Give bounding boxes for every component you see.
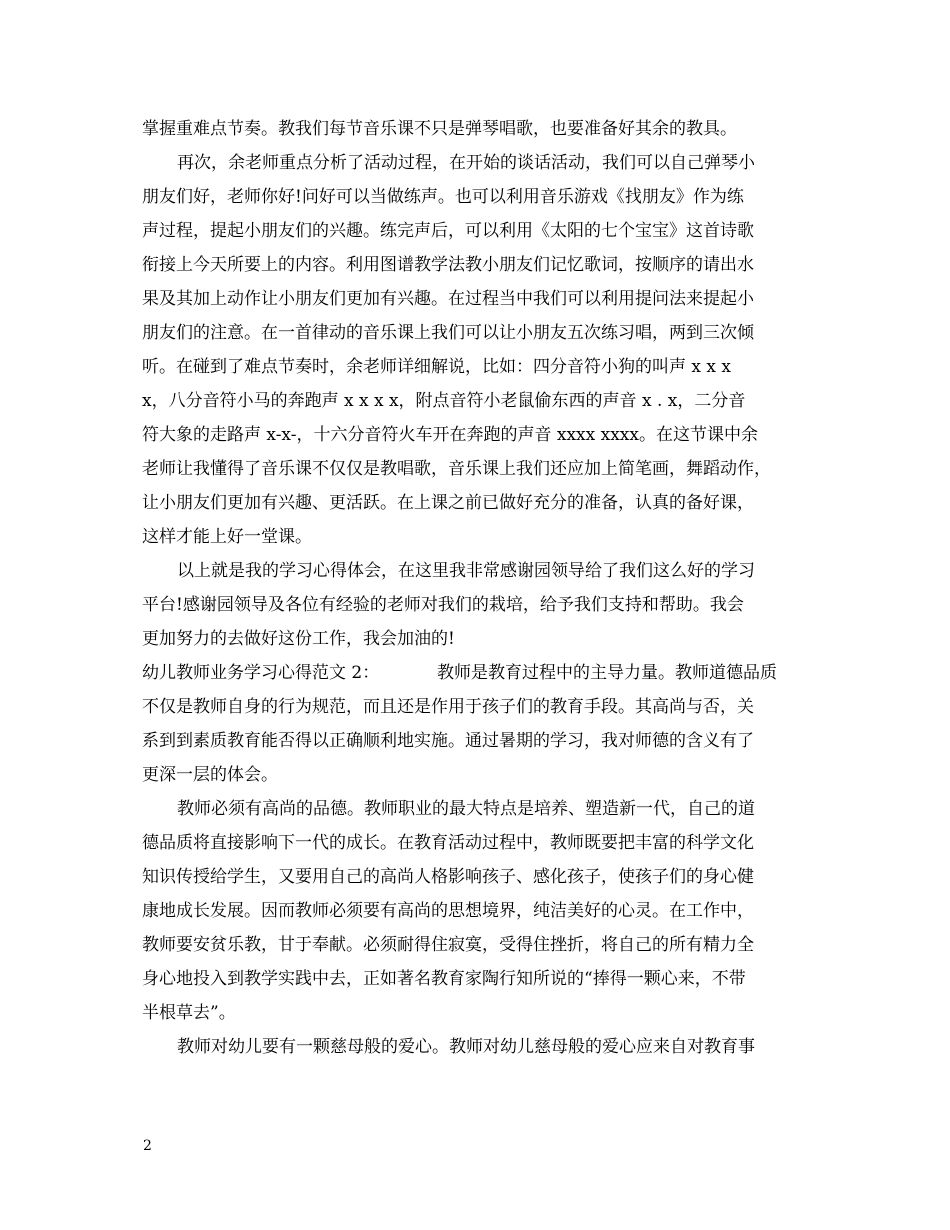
text-line: 半根草去”。 <box>142 1003 236 1023</box>
text-line: 听。在碰到了难点节奏时，余老师详细解说，比如：四分音符小狗的叫声 x x x <box>142 357 731 377</box>
text-line: 再次，余老师重点分析了活动过程，在开始的谈话活动，我们可以自己弹琴小 <box>177 153 755 173</box>
text-line: 这样才能上好一堂课。 <box>142 527 312 547</box>
text-line: 衔接上今天所要上的内容。利用图谱教学法教小朋友们记忆歌词，按顺序的请出水 <box>142 255 754 275</box>
text-line: 声过程，提起小朋友们的兴趣。练完声后，可以利用《太阳的七个宝宝》这首诗歌 <box>142 221 754 241</box>
text-line: 教师对幼儿要有一颗慈母般的爱心。教师对幼儿慈母般的爱心应来自对教育事 <box>177 1037 755 1057</box>
text-line: 以上就是我的学习心得体会，在这里我非常感谢园领导给了我们这么好的学习 <box>177 561 755 581</box>
text-line: 更深一层的体会。 <box>142 765 278 785</box>
text-line: 德品质将直接影响下一代的成长。在教育活动过程中，教师既要把丰富的科学文化 <box>142 833 754 853</box>
text-line: 朋友们的注意。在一首律动的音乐课上我们可以让小朋友五次练习唱，两到三次倾 <box>142 323 754 343</box>
section-heading: 幼儿教师业务学习心得范文 2： <box>142 663 380 683</box>
text-line: 掌握重难点节奏。教我们每节音乐课不只是弹琴唱歌，也要准备好其余的教具。 <box>142 119 737 139</box>
text-line: 教师是教育过程中的主导力量。教师道德品质 <box>437 663 777 683</box>
text-line: 符大象的走路声 x-x-，十六分音符火车开在奔跑的声音 xxxx xxxx。在这节课中余 <box>142 425 758 445</box>
text-line: 教师必须有高尚的品德。教师职业的最大特点是培养、塑造新一代，自己的道 <box>177 799 755 819</box>
text-line: 身心地投入到教学实践中去，正如著名教育家陶行知所说的“捧得一颗心来，不带 <box>142 969 746 989</box>
text-line: 让小朋友们更加有兴趣、更活跃。在上课之前已做好充分的准备，认真的备好课， <box>142 493 754 513</box>
text-line: 教师要安贫乐教，甘于奉献。必须耐得住寂寞，受得住挫折，将自己的所有精力全 <box>142 935 754 955</box>
text-line: 平台!感谢园领导及各位有经验的老师对我们的栽培，给予我们支持和帮助。我会 <box>142 595 744 615</box>
text-line: 更加努力的去做好这份工作，我会加油的! <box>142 629 455 649</box>
page-number: 2 <box>143 1138 152 1154</box>
text-line: 朋友们好，老师你好!问好可以当做练声。也可以利用音乐游戏《找朋友》作为练 <box>142 187 744 207</box>
text-line: 不仅是教师自身的行为规范，而且还是作用于孩子们的教育手段。其高尚与否，关 <box>142 697 754 717</box>
text-line: 老师让我懂得了音乐课不仅仅是教唱歌，音乐课上我们还应加上简笔画，舞蹈动作， <box>142 459 771 479</box>
text-line: 康地成长发展。因而教师必须要有高尚的思想境界，纯洁美好的心灵。在工作中， <box>142 901 754 921</box>
text-line: 果及其加上动作让小朋友们更加有兴趣。在过程当中我们可以利用提问法来提起小 <box>142 289 754 309</box>
text-line: x，八分音符小马的奔跑声 x x x x，附点音符小老鼠偷东西的声音 x . x，二分音 <box>142 391 746 411</box>
text-line: 知识传授给学生，又要用自己的高尚人格影响孩子、感化孩子，使孩子们的身心健 <box>142 867 754 887</box>
text-line: 系到到素质教育能否得以正确顺利地实施。通过暑期的学习，我对师德的含义有了 <box>142 731 754 751</box>
